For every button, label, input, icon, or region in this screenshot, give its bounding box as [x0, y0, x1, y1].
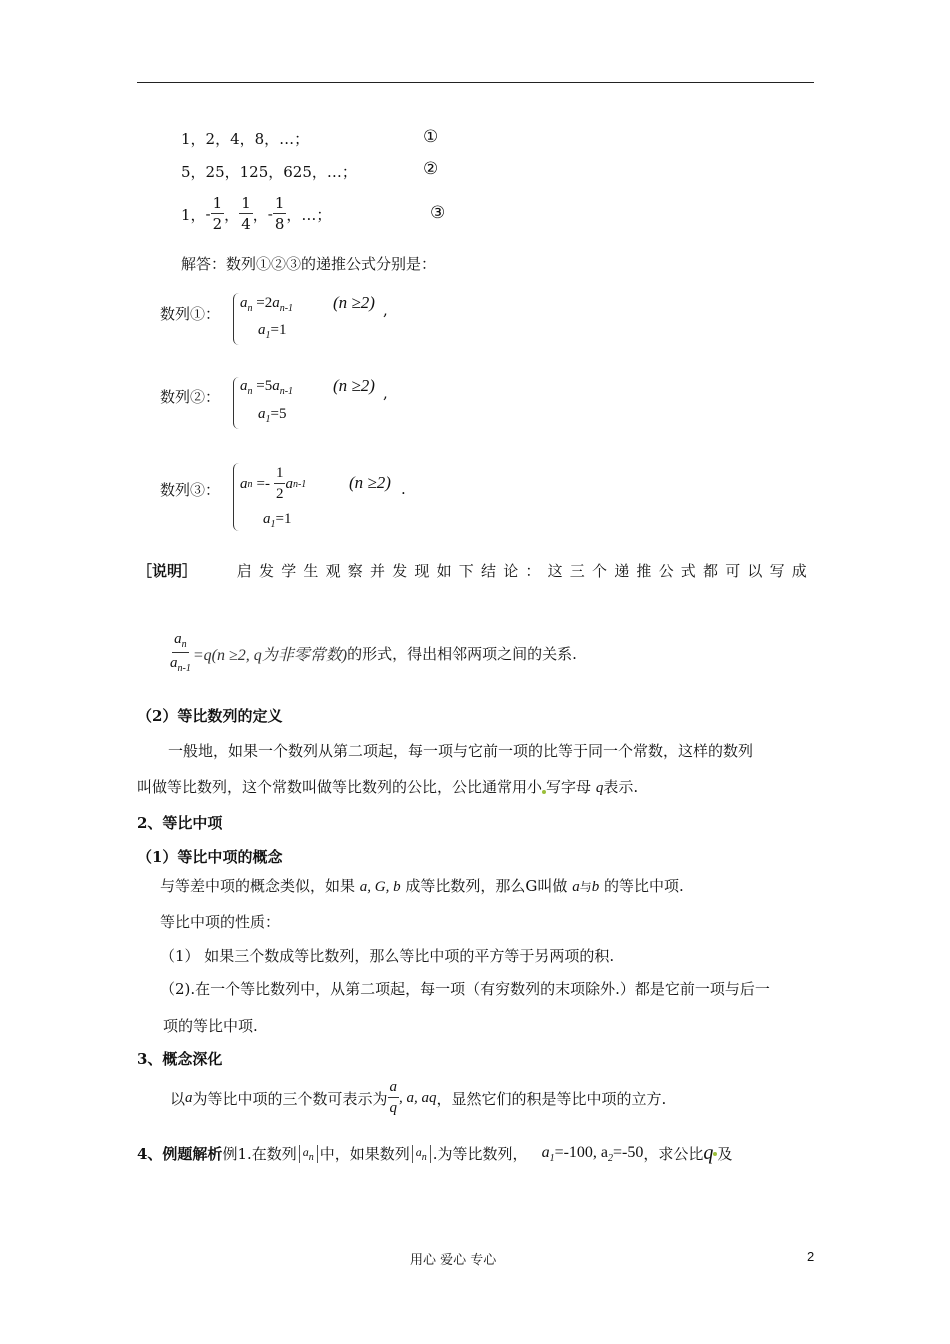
- sequence-braces: $a_n$: [299, 1145, 318, 1163]
- definition-line-1: 一般地，如果一个数列从第二项起，每一项与它前一项的比等于同一个常数，这样的数列: [168, 742, 754, 760]
- explain-line: [137, 560, 814, 581]
- sequence-1: 1，2，4，8，…；: [181, 130, 310, 148]
- system-3-init: $a_1=1$: [263, 511, 292, 530]
- sequence-braces: $a_n$: [412, 1145, 431, 1163]
- middle-line-1: 与等差中项的概念类似，如果 a, G, b 成等比数列，那么G叫做 a与b 的等比中项.: [160, 877, 684, 895]
- system-1-eq: $a_n =2a_{n-1}$: [240, 295, 294, 314]
- mark-3: ③: [430, 203, 446, 223]
- section-2-heading: 2、等比中项: [137, 814, 223, 832]
- fraction: $\frac{1}{8}$: [274, 194, 285, 233]
- mark-2: ②: [423, 159, 439, 179]
- system-1-label: 数列①：: [160, 305, 221, 323]
- definition-heading: （2）等比数列的定义: [137, 707, 283, 725]
- sequence-2: 5，25，125，625，…；: [181, 163, 357, 181]
- explain-tag: ［说明］: [137, 562, 198, 580]
- system-2-eq: $a_n =5a_{n-1}$: [240, 378, 294, 397]
- condition: (n ≥2): [333, 376, 375, 395]
- condition: (n ≥2): [349, 473, 391, 492]
- system-3-eq: a n =- $\frac{1}{2}$ a n-1: [240, 465, 307, 502]
- example-line: 4、例题解析 例1.在数列 $a_n$ 中，如果数列 $a_n$ .为等比数列， $a_1=-100$, $a_2=-50$ ，求公比 q 及: [137, 1142, 733, 1164]
- explain-text: 启发学生观察并发现如下结论：这三个递推公式都可以写成: [236, 562, 814, 580]
- system-3-label: 数列③：: [160, 481, 221, 499]
- section-3-heading: 3、概念深化: [137, 1050, 223, 1068]
- property-2: （2).在一个等比数列中，从第二项起，每一项（有穷数列的末项除外.）都是它前一项与后一: [160, 980, 770, 998]
- fraction: $\frac{1}{2}$: [212, 194, 223, 233]
- property-1: （1） 如果三个数成等比数列，那么等比中项的平方等于另两项的积.: [160, 947, 615, 965]
- section-2-sub: （1）等比中项的概念: [137, 848, 283, 866]
- page-number: 2: [807, 1249, 815, 1264]
- system-1-init: $a_1=1$: [258, 322, 287, 341]
- definition-line-2: 叫做等比数列，这个常数叫做等比数列的公比，公比通常用小 写字母 q表示.: [137, 778, 639, 796]
- fraction: $\frac{a_n}{a_{n-1}}$: [170, 631, 191, 674]
- sequence-3: 1， - $\frac{1}{2}$ ， $\frac{1}{4}$ ， - $\frac{1}{8}$ ，…；: [181, 194, 332, 233]
- system-2-init: $a_1=5$: [258, 406, 287, 425]
- system-2-label: 数列②：: [160, 388, 221, 406]
- property-2-cont: 项的等比中项.: [163, 1017, 258, 1035]
- mark-1: ①: [423, 127, 439, 147]
- condition: (n ≥2): [333, 293, 375, 312]
- deep-line: 以 a 为等比中项的三个数可表示为 $\frac{a}{q}$ , a, aq ，显然它们的积是等比中项的立方.: [170, 1079, 667, 1116]
- fraction: $\frac{1}{4}$: [241, 194, 251, 233]
- ratio-formula: $\frac{a_n}{a_{n-1}}$ =q(n ≥2, q为非零常数) 的形式，得出相邻两项之间的关系.: [170, 631, 577, 674]
- fraction: $\frac{1}{2}$: [275, 465, 284, 502]
- header-rule: [137, 82, 814, 83]
- property-heading: 等比中项的性质：: [160, 913, 281, 931]
- section-4-heading: 4、例题解析: [137, 1145, 223, 1163]
- answer-intro: 解答：数列①②③的递推公式分别是：: [181, 255, 437, 273]
- footer-motto: 用心 爱心 专心: [410, 1253, 497, 1268]
- fraction: $\frac{a}{q}$: [389, 1079, 398, 1116]
